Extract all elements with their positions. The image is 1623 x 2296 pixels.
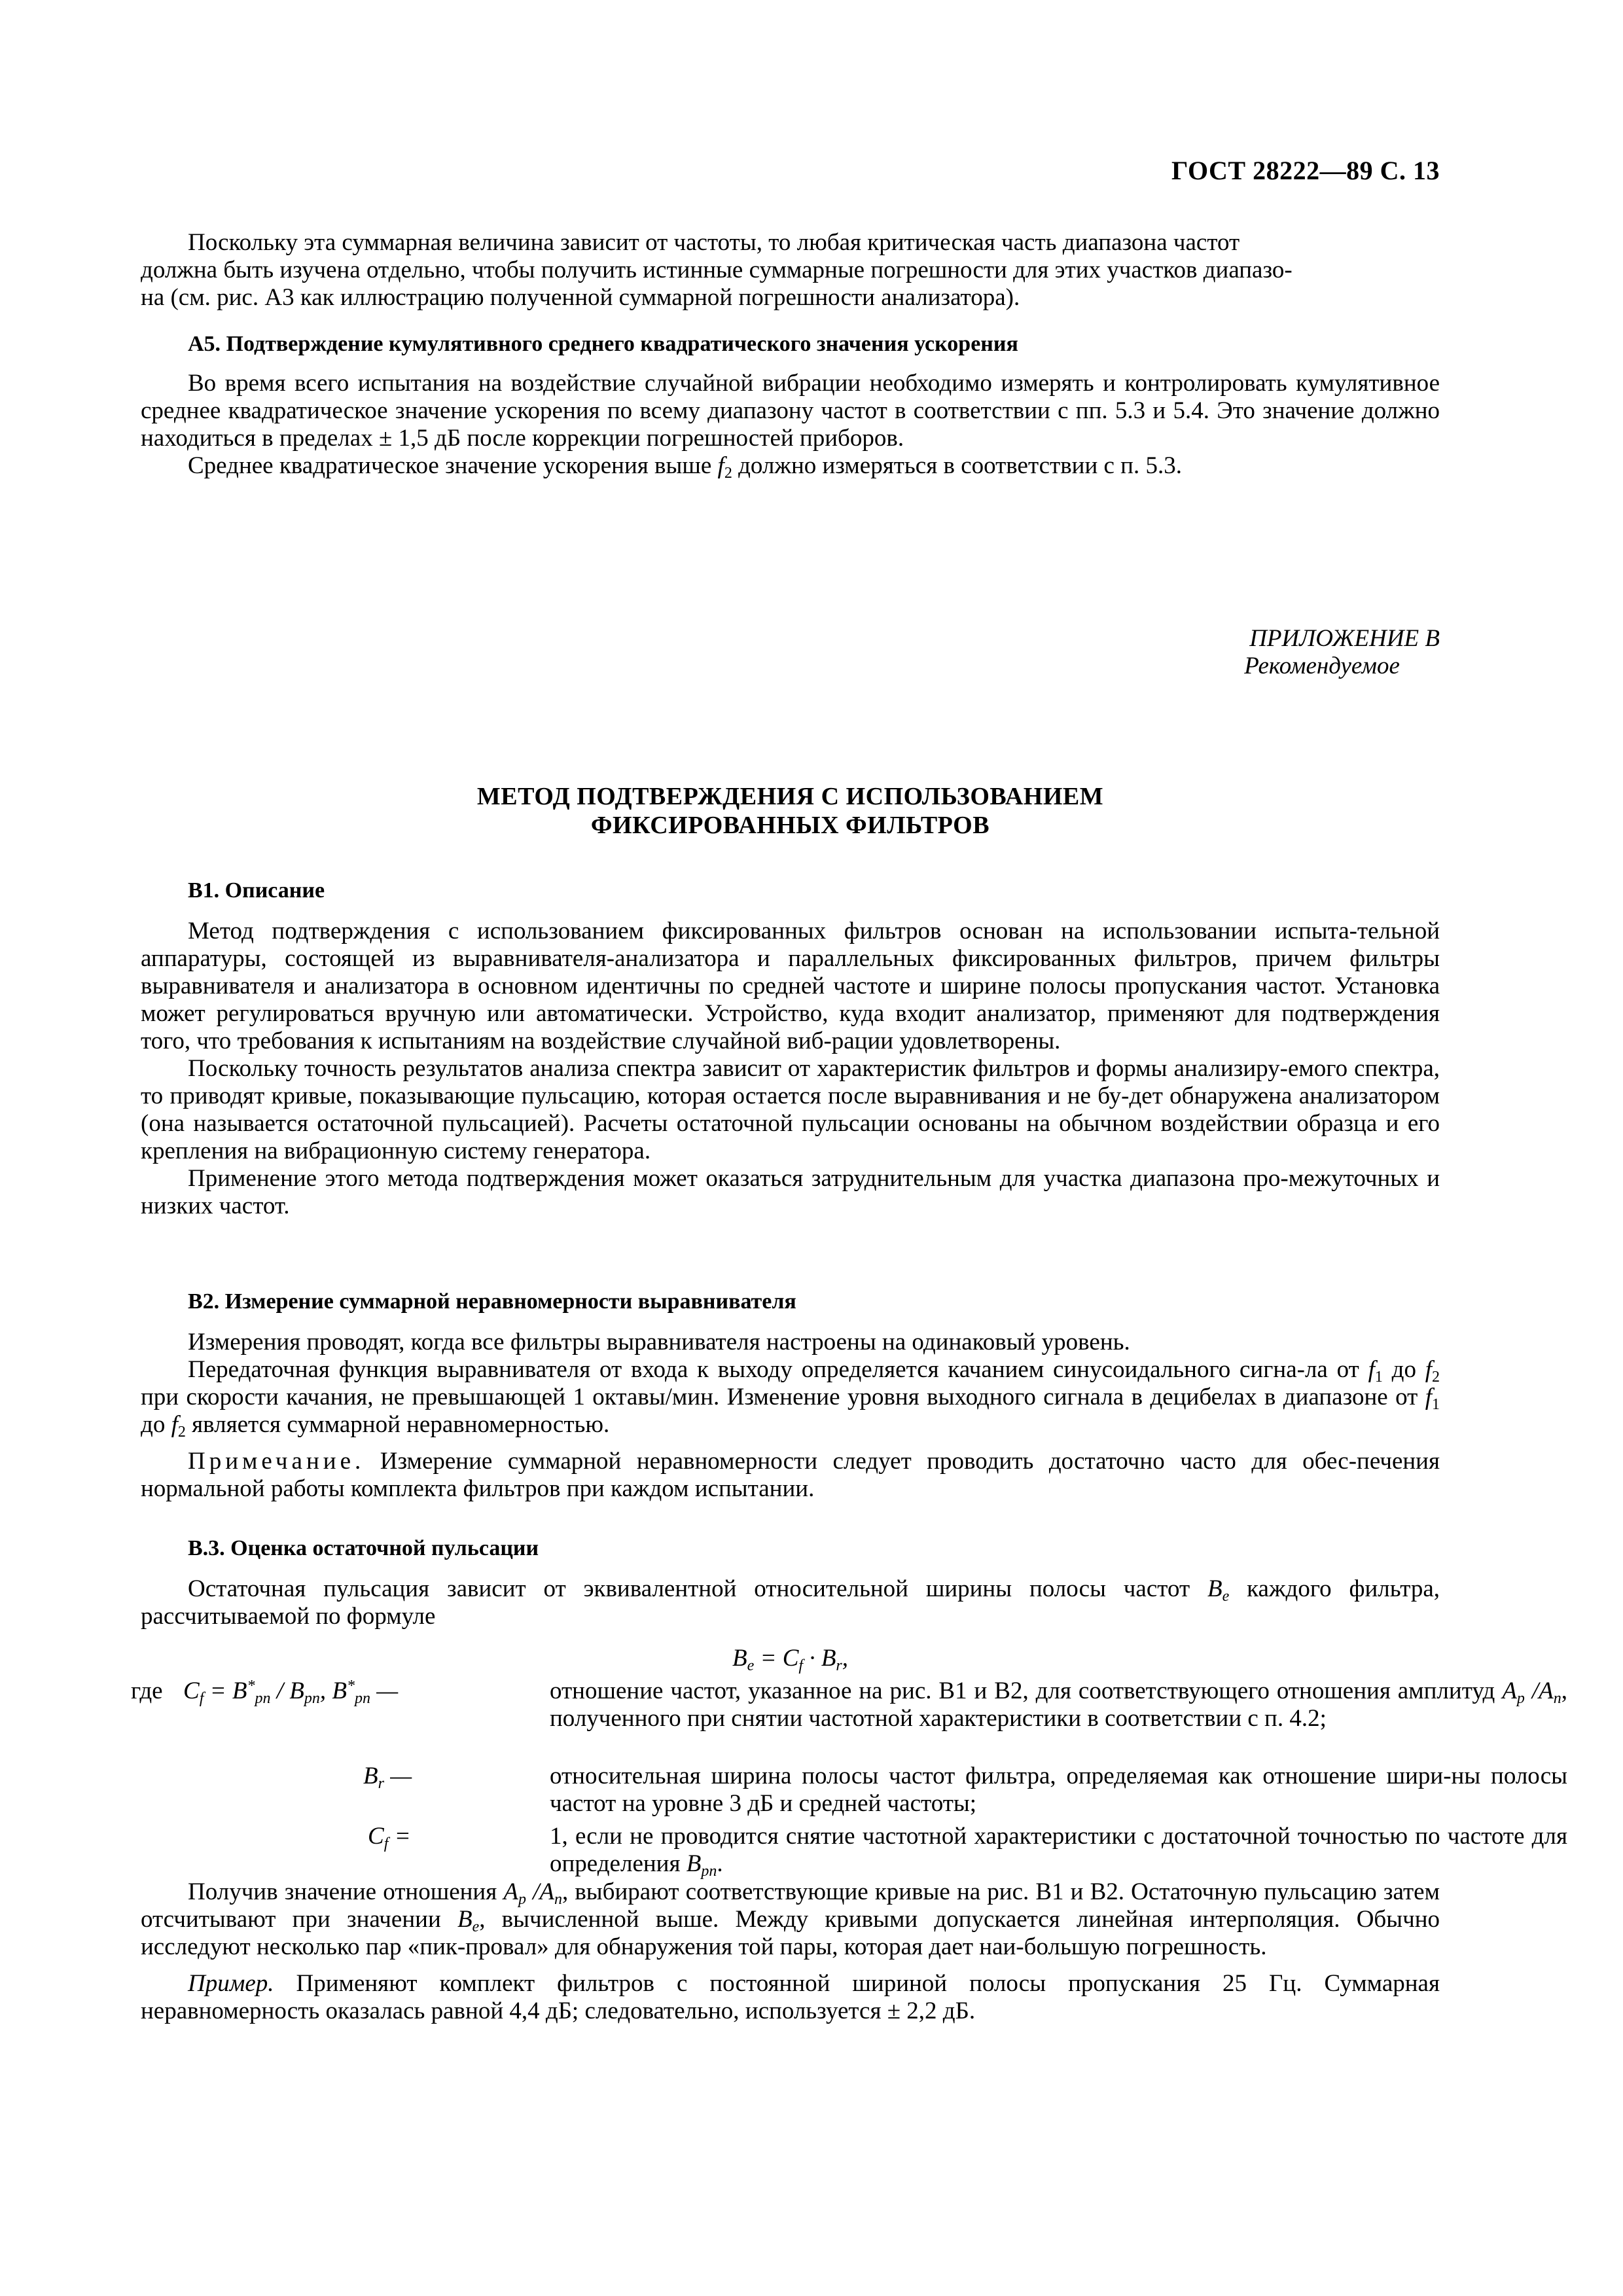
- section-b2-paragraph-1: Измерения проводят, когда все фильтры выравнивателя настроены на одинаковый уровень.: [188, 1329, 1130, 1355]
- section-b2: [141, 1288, 1440, 1503]
- annex-name: ПРИЛОЖЕНИЕ В: [1249, 625, 1440, 652]
- section-b3-continued: [141, 1878, 1440, 2025]
- intro-line-2: должна быть изучена отдельно, чтобы получить истинные суммарные погрешности для этих участков диапазо-: [141, 257, 1293, 283]
- annex-title-line-1: МЕТОД ПОДТВЕРЖДЕНИЯ С ИСПОЛЬЗОВАНИЕМ: [476, 783, 1104, 810]
- intro-paragraph: [141, 229, 1440, 312]
- section-b1-paragraph-1: Метод подтверждения с использованием фиксированных фильтров основан на использовании испыта-тельной аппаратуры, состоящей из выравнивателя-анализатора и параллельных фиксированных фильтров, причем фильтры выравнивателя и анализатора в основном идентичны по средней частоте и ширине полосы пропускания частот. Установка может регулироваться вручную или автоматически. Устройство, куда входит анализатор, применяют для подтверждения того, что требования к испытаниям на воздействие случайной виб-рации удовлетворены.: [141, 918, 1440, 1054]
- section-b3-title: В.3. Оценка остаточной пульсации: [188, 1536, 539, 1560]
- section-b1-paragraph-3: Применение этого метода подтверждения может оказаться затруднительным для участка диапазона про-межуточных и низких частот.: [141, 1165, 1440, 1219]
- definition-1-symbol: $C_f = B^*_{pn} / B_{pn}$, $B^*_{pn}$ —: [183, 1677, 399, 1707]
- section-b2-paragraph-2: Передаточная функция выравнивателя от входа к выходу определяется качанием синусоидального сигна-ла от $f_1$ до $f_2$ при скорости качания, не превышающей 1 октавы/мин. Изменение уровня выходного сигнала в децибелах в диапазоне от $f_1$ до $f_2$ является суммарной неравномерностью.: [141, 1356, 1440, 1441]
- definition-3-symbol: $C_f$ =: [368, 1823, 411, 1852]
- section-b3: [141, 1535, 1440, 1630]
- intro-line-3: на (см. рис. А3 как иллюстрацию полученной суммарной погрешности анализатора).: [141, 284, 1020, 311]
- annex-title-line-2: ФИКСИРОВАННЫХ ФИЛЬТРОВ: [590, 812, 990, 839]
- section-a5-paragraph-2: Среднее квадратическое значение ускорения выше $f_2$ должно измеряться в соответствии с п. 5.3.: [188, 452, 1182, 482]
- definition-1-text: отношение частот, указанное на рис. В1 и В2, для соответствующего отношения амплитуд $A_p$ $/A_n$, полученного при снятии частотной характеристики в соответствии с п. 4.2;: [550, 1677, 1567, 1732]
- section-b1-paragraph-2: Поскольку точность результатов анализа спектра зависит от характеристик фильтров и формы анализиру-емого спектра, то приводят кривые, показывающие пульсацию, которая остается после выравнивания и не бу-дет обнаружена анализатором (она называется остаточной пульсацией). Расчеты остаточной пульсации основаны на обычном воздействии образца и его крепления на вибрационную систему генератора.: [141, 1055, 1440, 1164]
- section-b3-paragraph-1: Остаточная пульсация зависит от эквивалентной относительной ширины полосы частот $B_e$ каждого фильтра, рассчитываемой по формуле: [141, 1575, 1440, 1630]
- section-b3-paragraph-2: Получив значение отношения $A_p$ $/A_n$, выбирают соответствующие кривые на рис. В1 и В2. Остаточную пульсацию затем отсчитывают при значении $B_e$, вычисленной выше. Между кривыми допускается линейная интерполяция. Обычно исследуют несколько пар «пик-провал» для обнаружения той пары, которая дает наи-большую погрешность.: [141, 1878, 1440, 1960]
- section-b1: [141, 877, 1440, 1220]
- section-a5-title: А5. Подтверждение кумулятивного среднего квадратического значения ускорения: [188, 332, 1018, 356]
- section-a5: [141, 331, 1440, 480]
- formula: [141, 1645, 1440, 1672]
- intro-line-1: Поскольку эта суммарная величина зависит от частоты, то любая критическая часть диапазона частот: [188, 229, 1240, 256]
- section-b2-note: Примечание. Измерение суммарной неравномерности следует проводить достаточно часто для обес-печения нормальной работы комплекта фильтров при каждом испытании.: [141, 1448, 1440, 1502]
- where-label: где: [131, 1677, 163, 1704]
- definition-2-symbol: $B_r$ —: [363, 1763, 412, 1792]
- definition-2-text: относительная ширина полосы частот фильтра, определяемая как отношение шири-ны полосы частот на уровне 3 дБ и средней частоты;: [550, 1763, 1567, 1817]
- annex-label: [1244, 625, 1440, 680]
- annex-status: Рекомендуемое: [1244, 653, 1400, 679]
- definition-3-text: 1, если не проводится снятие частотной характеристики с достаточной точностью по частоте для определения $B_{pn}$.: [550, 1823, 1567, 1880]
- section-b1-title: В1. Описание: [188, 878, 325, 903]
- section-b3-example: Пример. Применяют комплект фильтров с постоянной шириной полосы пропускания 25 Гц. Суммарная неравномерность оказалась равной 4,4 дБ; следовательно, используется ± 2,2 дБ.: [141, 1970, 1440, 2024]
- section-b2-title: В2. Измерение суммарной неравномерности выравнивателя: [188, 1289, 796, 1314]
- page-header: ГОСТ 28222—89 С. 13: [1171, 156, 1440, 185]
- section-a5-paragraph-1: Во время всего испытания на воздействие случайной вибрации необходимо измерять и контролировать кумулятивное среднее квадратическое значение ускорения по всему диапазону частот в соответствии с пп. 5.3 и 5.4. Это значение должно находиться в пределах ± 1,5 дБ после коррекции погрешностей приборов.: [141, 370, 1440, 452]
- formula-text: $B_e = C_f \cdot B_r$,: [732, 1645, 849, 1674]
- annex-title: [141, 782, 1440, 840]
